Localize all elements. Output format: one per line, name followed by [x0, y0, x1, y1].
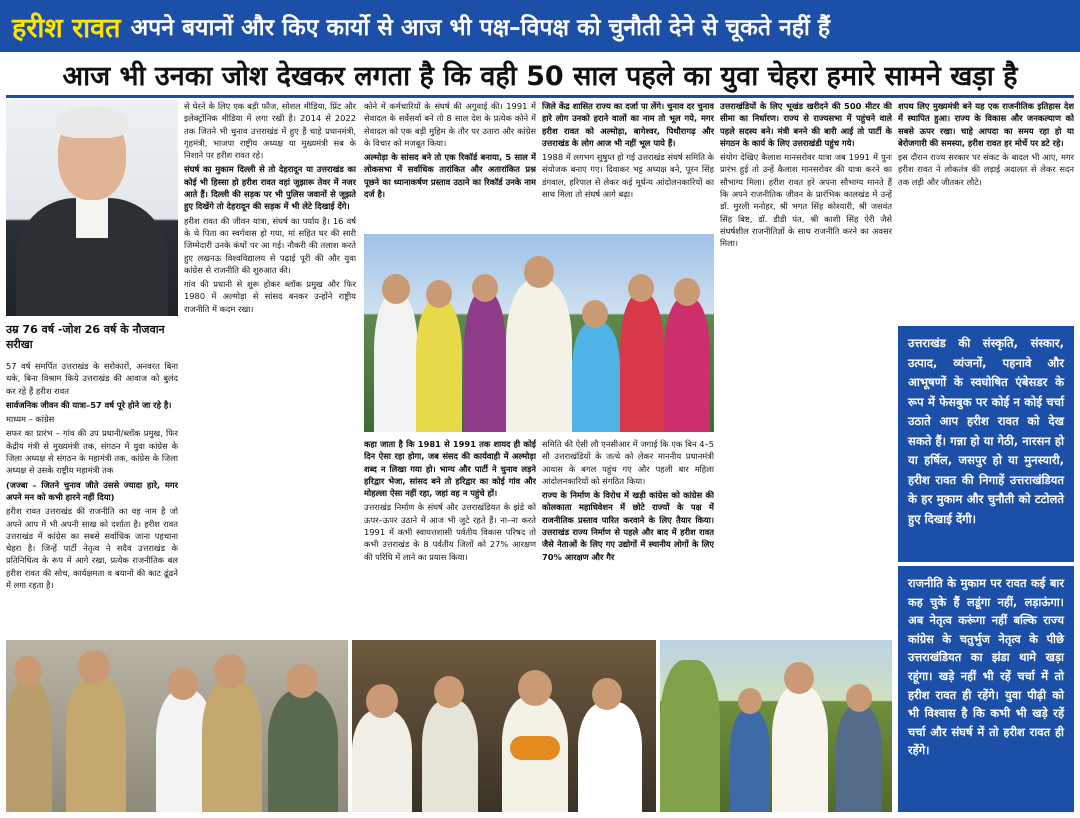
person-head — [472, 274, 498, 302]
portrait-caption: उम्र 76 वर्ष -जोश 26 वर्ष के नौजवान सरीखा — [6, 323, 165, 351]
col3-para: कोने में कर्मचारियों के संघर्ष की अगुवाई की। 1991 में सेवादल के सर्वेसर्वा बने तो 8 साल देश के प्रत्येक कोने में सेवादल को एक बड़ी मुहिम के तौर पर उतारा और कांग्रेस के विचार को मजबूत किया। — [364, 101, 536, 148]
person-head — [674, 278, 700, 306]
police-photo — [6, 640, 348, 812]
sugarcane-crop — [660, 660, 720, 812]
person-head — [168, 668, 198, 700]
person-head — [628, 274, 654, 302]
person-head — [738, 688, 762, 714]
col4-para: 1988 में लगभग सुषुप्त हो गई उत्तराखंड संघर्ष समिति के संयोजक बनाए गए। दिवाकर भट्ट अध्यक्ष बने, पूरन सिंह डंगवाल, हरिपाल से लेकर कई मूर्धन्य आंदोलनकारियों का साथ मिला तो संघर्ष आगे बढ़ा। — [542, 152, 714, 200]
portrait-photo — [6, 100, 178, 316]
mid-left-para: उत्तराखंड निर्माण के संघर्ष और उत्तराखंडियत के झंडे को ऊपर–ऊपर उठाने में आज भी जुटे रहते हैं। ना–ना करते 1991 में कभी स्वायत्तशासी पर्वतीय विकास परिषद तो कभी उत्तराखंड के 8 पर्वतीय जिलों को 27% आरक्षण की परिधि में लाने का प्रयास किया। — [364, 502, 536, 562]
person-figure — [6, 680, 52, 812]
person-head — [286, 664, 318, 698]
person-figure — [506, 280, 572, 432]
highlight-box-culture — [898, 326, 1074, 562]
person-head — [366, 684, 398, 718]
col2-para: हरीश रावत की जीवन यात्रा, संघर्ष का पर्याय है। 16 वर्ष के थे पिता का स्वर्गवास हो गया, मां सहित घर की सारी जिम्मेदारी उनके कंधों पर आ गई। नौकरी की तलाश करते हुए लखनऊ विश्वविद्यालय से पढ़ाई पूरी की और युवा कांग्रेस से राजनीति की शुरुआत की। — [184, 215, 356, 275]
col1-para: हरीश रावत उत्तराखंड की राजनीति का वह नाम है जो अपने आप में भी अपनी साख को दर्शाता है। हरीश रावत उत्तराखंड में कांग्रेस का सबसे सर्वाधिक जाना पहचाना चेहरा है। जिन्हें पार्टी नेतृत्व ने सदैव उत्तराखंड के प्रतिनिधित्व के रूप में आगे रखा, प्रत्येक राजनीतिक बल हरीश रावत की सोच, कार्यक्षमता व बयानों की काट ढूंढने में लगा रहता है। — [6, 506, 178, 591]
group-photo — [364, 234, 714, 432]
person-figure — [578, 702, 642, 812]
banner-text: अपने बयानों और किए कार्यो से आज भी पक्ष–विपक्ष को चुनौती देने से चूकते नहीं हैं — [130, 15, 831, 41]
column-3 — [364, 100, 536, 230]
column-3-lower — [364, 438, 536, 638]
headline-divider — [6, 95, 1074, 98]
person-head — [582, 300, 608, 328]
mid-right-para: समिति की ऐसी लौ एनसीआर में जगाई कि एक बिन 4–5 सौ उत्तराखंडियों के जत्थे को लेकर माननीय प्रधानमंत्री आवास के बगल पहुंच गए और पहली बार महिला आंदोलनकारियों को संगठित किया। — [542, 439, 714, 486]
person-head — [382, 274, 410, 304]
column-2 — [184, 100, 356, 630]
person-head — [784, 662, 814, 694]
col6-para: इस दौरान राज्य सरकार पर संकट के बादल भी आए, मगर हरीश रावत ने लोकतंत्र की लड़ाई अदालत से लेकर सदन तक लड़ी और जीतकर लौटे। — [898, 152, 1074, 187]
col6-para: शपथ लिए मुख्यमंत्री बने यह एक राजनीतिक इतिहास देश में स्थापित हुआ। राज्य के विकास और जनकल्याण को सबसे ऊपर रखा। चाहे आपदा का समय रहा हो या बेरोजगारी की समस्या, हरीश रावत हर मोर्चे पर डटे रहे। — [898, 101, 1074, 148]
person-figure — [66, 676, 126, 812]
column-4-lower — [542, 438, 714, 638]
person-figure — [416, 300, 462, 432]
column-5 — [720, 100, 892, 630]
banner-name: हरीश रावत — [12, 12, 121, 44]
person-head — [846, 684, 872, 712]
highlight-box-culture-text: उत्तराखंड की संस्कृति, संस्कार, उत्पाद, व्यंजनों, पहनावे और आभूषणों के स्वघोषित एंबेसडर के रूप में फेसबुक पर कोई न कोई चर्चा उठाते आप हरीश रावत को देख सकते हैं। गन्ना हो या गेठी, नारसन हो या हर्षिल, जसपुर हो या मुनस्यारी, हरीश रावत की निगाहें उत्तराखंडियत के हर मुकाम और चुनौती को टटोलते हुए दिखाई देंगी। — [908, 336, 1064, 526]
mid-left-para: कहा जाता है कि 1981 से 1991 तक शायद ही कोई दिन ऐसा रहा होगा, जब संसद की कार्यवाही में अल्मोड़ा शब्द न लिखा गया हो। भाग्य और पार्टी ने चुनाव लड़ने हरिद्वार भेजा, सांसद बने तो हरिद्वार का कोई गांव और मोहल्ला ऐसा नहीं रहा, जहां वह न पहुंचे हों। — [364, 439, 536, 499]
top-banner — [0, 0, 1080, 52]
col1-para: माध्यम – कांग्रेस — [6, 414, 55, 425]
col2-para: संघर्ष का मुकाम दिल्ली से तो देहरादून या उत्तराखंड का कोई भी हिस्सा हो हरीश रावत वहां जुझारू तेवर में नजर आते हैं। दिल्ली की सड़क पर भी पुलिस जवानों से जूझते हुए दिखेंगे तो देहरादून की सड़क में भी लेटे दिखाई देंगे। — [184, 164, 356, 212]
person-figure — [730, 710, 770, 812]
person-figure — [374, 294, 418, 432]
person-figure — [836, 706, 882, 812]
highlight-box-politics — [898, 566, 1074, 812]
col1-para: 57 वर्ष समर्पित उत्तराखंड के सरोकारों, अनवरत बिना थके, बिना विश्राम किये उत्तराखंड की आवाज को बुलंद कर रहे हैं हरीश रावत — [6, 361, 178, 396]
col2-para: गांव की प्रधानी से शुरू होकर ब्लॉक प्रमुख और फिर 1980 में अल्मोड़ा से सांसद बनकर उन्होंने राष्ट्रीय राजनीति में कदम रखा। — [184, 279, 356, 314]
col1-para: सफर का प्रारंभ – गांव की उप प्रधानी/ब्लॉक प्रमुख, फिर केंद्रीय मंत्री से मुख्यमंत्री तक, संगठन में युवा कांग्रेस के जिला अध्यक्ष से संगठन के महामंत्री तक, कांग्रेस के जिला अध्यक्ष से उसके राष्ट्रीय महामंत्री तक — [6, 428, 178, 476]
col2-para: से घेरने के लिए एक बड़ी फौज, सोशल मीडिया, प्रिंट और इलेक्ट्रॉनिक मीडिया में लगा रखी है। 2014 से 2022 तक जितने भी चुनाव उत्तराखंड में हुए हैं चाहे प्रधानमंत्री, गृहमंत्री, भाजपा राष्ट्रीय अध्यक्ष या मुख्यमंत्री सब के निशाने पर हरीश रावत रहे। — [184, 101, 356, 161]
person-head — [426, 280, 452, 308]
portrait-collar — [76, 198, 108, 238]
col5-para: उत्तराखंडियों के लिए भूखंड खरीदने की 500 मीटर की सीमा का निर्धारण। राज्य से राज्यसभा में पहुंचने वाले पहले सदस्य बने। मंत्री बनने की बारी आई तो पार्टी के संगठन के कार्य के लिए उत्तराखंडी पहुंच गये। — [720, 101, 892, 148]
person-figure — [620, 294, 664, 432]
column-4 — [542, 100, 714, 230]
person-figure — [268, 690, 338, 812]
field-photo — [660, 640, 892, 812]
highlight-box-politics-text: राजनीति के मुकाम पर रावत कई बार कह चुके हैं लडूंगा नहीं, लड़ाऊंगा। अब नेतृत्व करूंगा नहीं बल्कि राज्य कांग्रेस के चतुर्भुज नेतृत्व के पीछे उत्तराखंडियत का झंडा थामे खड़ा रहूंगा। खड़े नहीं भी रहें चर्चा में तो हरीश रावत ही रहेंगे। युवा पीढ़ी को भी विश्वास है कि कभी भी खड़े रहें चर्चा और संघर्ष में तो हरीश रावत ही रहेंगे। — [908, 576, 1064, 758]
person-figure — [464, 292, 506, 432]
col5-para: संयोग देखिए कैलाश मानसरोवर यात्रा जब 1991 में पुनः प्रारंभ हुई तो उन्हें कैलाश मानसरोवर की यात्रा करने का सौभाग्य मिला। हरीश रावत हरे अपना सौभाग्य मानते हैं कि अपने राजनीतिक जीवन के प्रारंभिक कालखंड में उन्हें डॉ. मुरली मनोहर, श्री भगत सिंह कोश्यारी, श्री जसवंत सिंह बिष्ट, डॉ. डीडी पंत, श्री काशी सिंह ऐरी जैसे संघर्षशील राजनीतिज्ञों के साथ राजनीति करने का अवसर मिला। — [720, 152, 892, 249]
person-figure — [422, 700, 478, 812]
column-6 — [898, 100, 1074, 320]
person-head — [518, 670, 552, 706]
person-figure — [202, 680, 262, 812]
person-figure — [664, 298, 710, 432]
mid-right-para: राज्य के निर्माण के विरोध में खड़ी कांग्रेस को कांग्रेस की कोलकाता महाधिवेशन में छोटे राज्यों के पक्ष में राजनीतिक प्रस्ताव पारित करवाने के लिए तैयार किया। उत्तराखंड राज्य निर्माण से पहले और बाद में हरीश रावत जैसे नेताओं के लिए गए उद्योगों में स्थानीय लोगों के लिए 70% आरक्षण और गैर — [542, 490, 714, 562]
crowd-photo — [352, 640, 656, 812]
col4-para: जिले केंद्र शासित राज्य का दर्जा पा लेंगे। चुनाव दर चुनाव हारे लोग उनको हराने वालों का नाम तो भूल गये, मगर हरीश रावत को अल्मोड़ा, बागेश्वर, पिथौरागढ़ और उत्तराखंड के लोग आज भी नहीं भूल पाये हैं। — [542, 101, 714, 148]
person-head — [214, 654, 246, 688]
col1-para: सार्वजनिक जीवन की यात्रा–57 वर्ष पूरे होने जा रहे है। — [6, 399, 172, 410]
person-head — [592, 678, 622, 710]
col3-para: अल्मोड़ा के सांसद बने तो एक रिकॉर्ड बनाया, 5 साल में लोकसभा में सर्वाधिक तारांकित और अतारांकित प्रश्न पूछने का ध्यानाकर्षण प्रस्ताव उठाने का रिकॉर्ड उनके नाम दर्ज है। — [364, 152, 536, 200]
portrait-hair — [56, 106, 128, 138]
person-head — [434, 676, 464, 708]
person-figure — [352, 710, 412, 812]
col1-para: (जज्बा – जितने चुनाव जीते उससे ज्यादा हारे, मगर अपने मन को कभी हारने नहीं दिया) — [6, 479, 178, 502]
headline: आज भी उनका जोश देखकर लगता है कि वही 50 साल पहले का युवा चेहरा हमारे सामने खड़ा है — [62, 60, 1018, 92]
marigold-garland — [510, 736, 560, 760]
person-head — [78, 650, 110, 684]
person-head — [524, 256, 554, 288]
person-figure — [772, 686, 828, 812]
person-figure — [572, 322, 620, 432]
person-head — [14, 656, 42, 686]
column-1 — [6, 360, 178, 630]
